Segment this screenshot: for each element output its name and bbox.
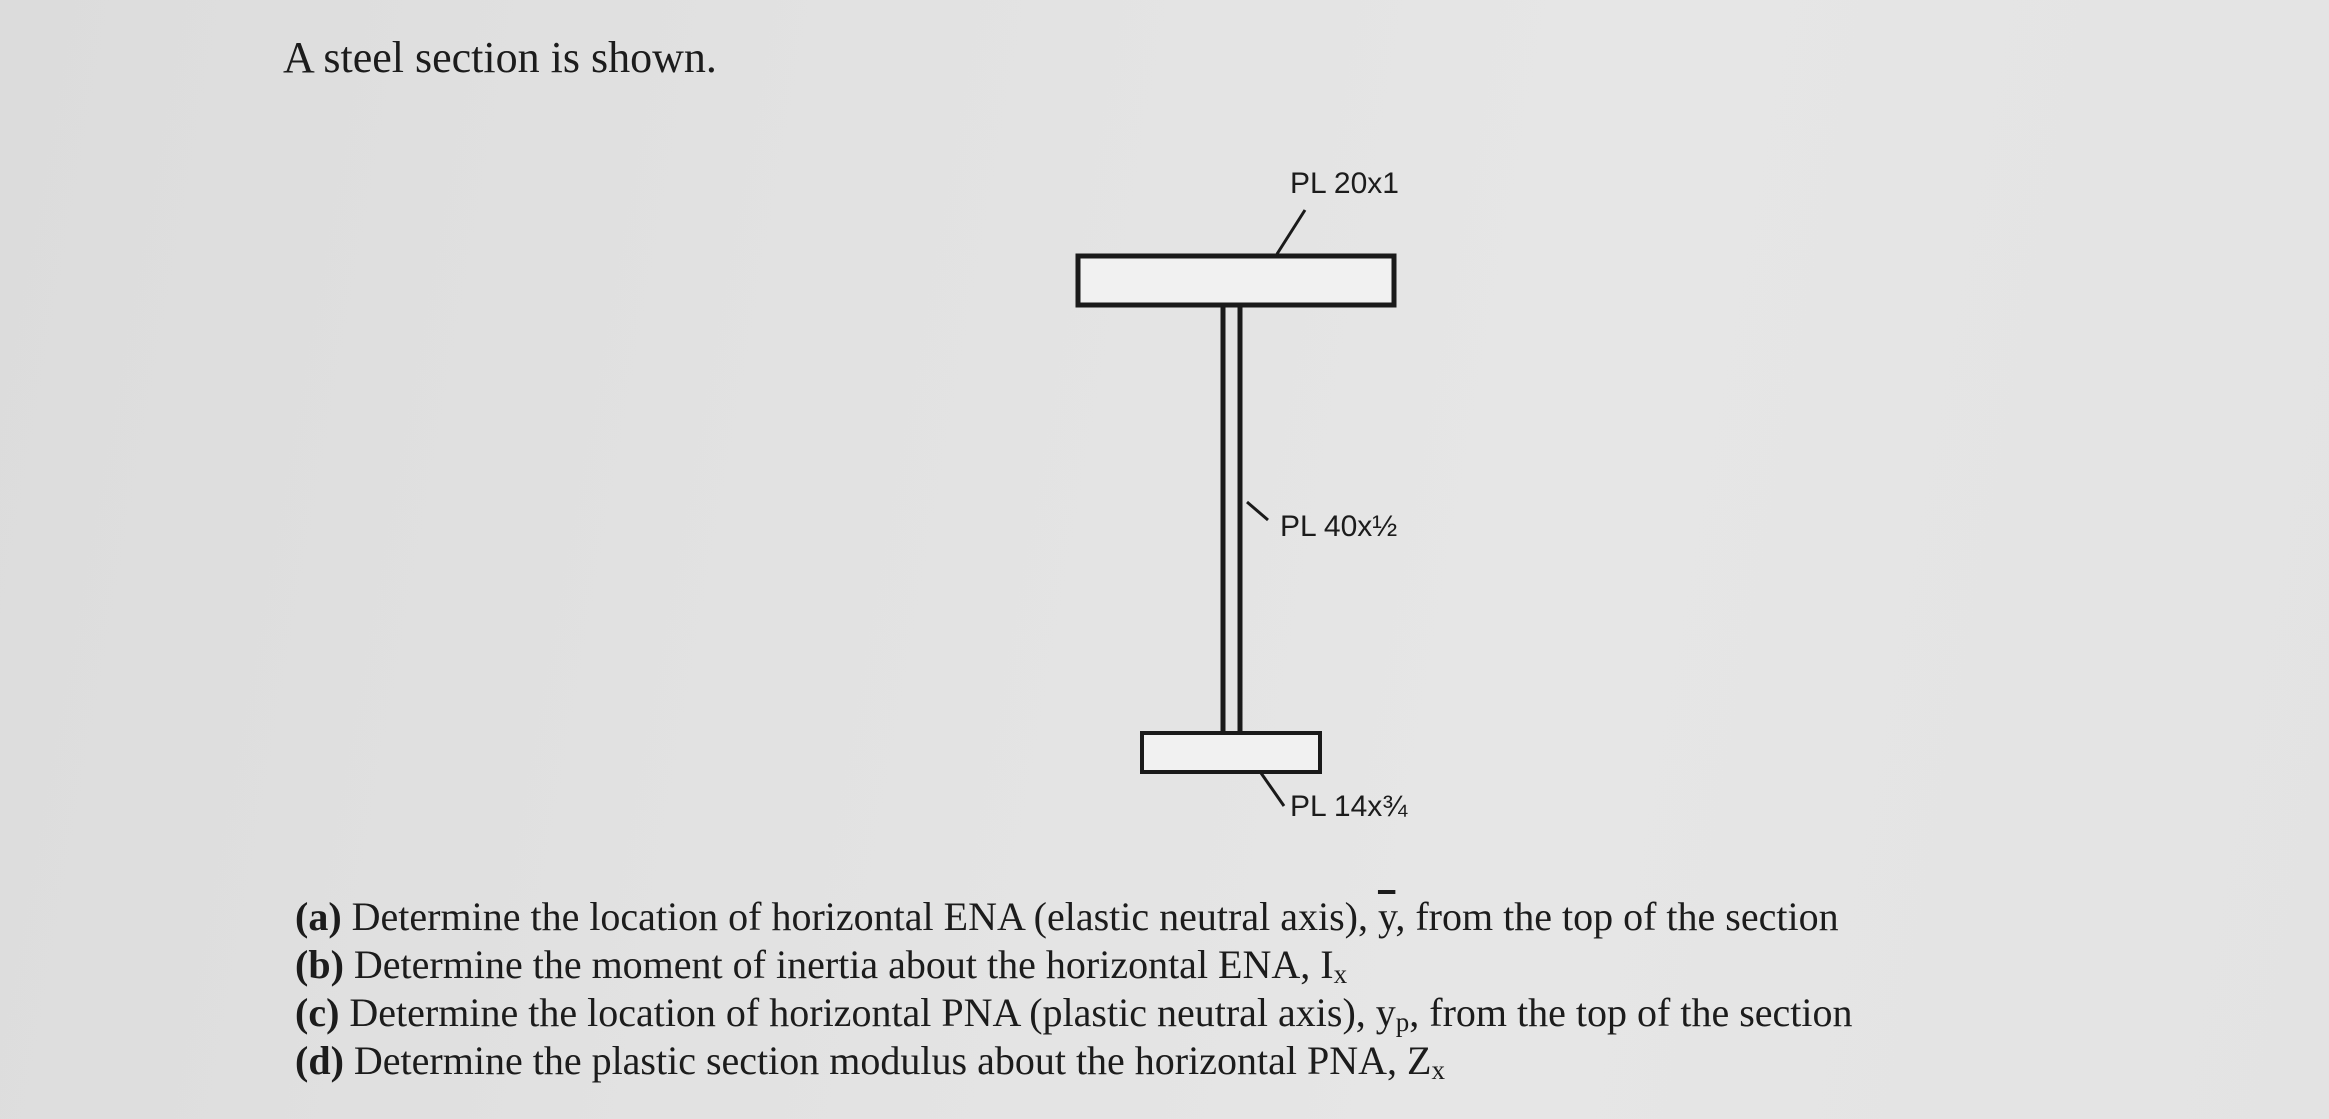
web-leader (1247, 502, 1268, 520)
question-b-text: Determine the moment of inertia about the horizontal ENA, (343, 942, 1321, 987)
question-b-subscript: x (1333, 959, 1348, 989)
bottom-flange-leader (1261, 773, 1284, 806)
question-a-text: Determine the location of horizontal ENA (elastic neutral axis), (341, 894, 1378, 939)
question-a (295, 893, 1853, 941)
question-c (295, 989, 1853, 1037)
question-c-subscript: p (1395, 1007, 1410, 1037)
question-d-subscript: x (1431, 1055, 1445, 1085)
question-d (295, 1037, 1853, 1085)
question-c-text: Determine the location of horizontal PNA (plastic neutral axis), (339, 990, 1376, 1035)
question-b-symbol: I (1320, 942, 1334, 987)
question-c-symbol: y (1375, 990, 1396, 1035)
question-c-tail: , from the top of the section (1409, 990, 1853, 1035)
question-d-letter: (d) (295, 1038, 344, 1083)
top-flange-label: PL 20x1 (1290, 167, 1399, 200)
bottom-flange-label: PL 14x¾ (1290, 790, 1408, 823)
problem-intro: A steel section is shown. (283, 33, 717, 82)
question-d-text: Determine the plastic section modulus about the horizontal PNA, (343, 1038, 1407, 1083)
question-a-tail: , from the top of the section (1395, 894, 1839, 939)
question-b (295, 941, 1853, 989)
question-a-letter: (a) (295, 894, 342, 939)
question-c-letter: (c) (295, 990, 340, 1035)
question-b-letter: (b) (295, 942, 344, 987)
question-list (295, 893, 1853, 1085)
question-a-symbol: $\overline{y}$ (1377, 894, 1396, 939)
bottom-flange-plate (1142, 733, 1320, 772)
web-label: PL 40x½ (1280, 510, 1398, 543)
top-flange-plate (1078, 256, 1394, 305)
question-d-symbol: Z (1407, 1038, 1432, 1083)
top-flange-leader (1277, 210, 1305, 254)
